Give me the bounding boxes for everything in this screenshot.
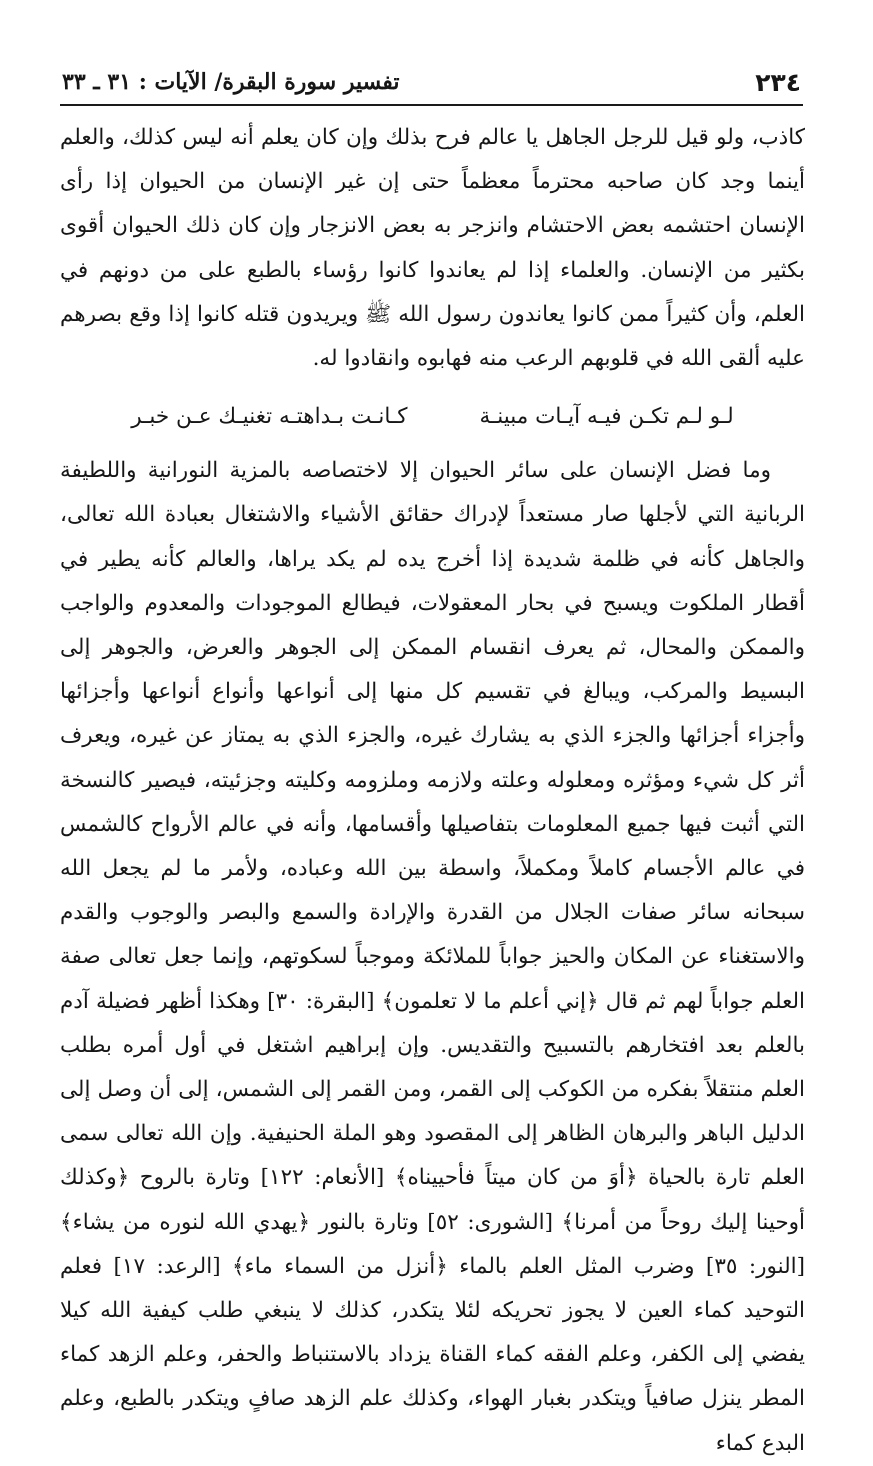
running-head: تفسير سورة البقرة/ الآيات : ٣١ ـ ٣٣ xyxy=(62,69,400,95)
page-body xyxy=(60,116,805,1466)
verse-second-hemistich: كـانـت بـداهتـه تغنيـك عـن خبـر xyxy=(131,404,408,430)
page-header xyxy=(62,62,801,102)
poetry-verse xyxy=(60,395,805,439)
page-number: ٢٣٤ xyxy=(755,67,801,97)
header-rule xyxy=(60,104,803,106)
paragraph: كاذب، ولو قيل للرجل الجاهل يا عالم فرح بذلك وإن كان يعلم أنه ليس كذلك، والعلم أينما وجد كان صاحبه محترماً معظماً حتى إن غير الإنسان من الحيوان إذا رأى الإنسان احتشمه بعض الاحتشام وانزجر به بعض الانزجار وإن كان ذلك الحيوان أقوى بكثير من الإنسان. والعلماء إذا لم يعاندوا كانوا رؤساء بالطبع على من دونهم في العلم، وأن كثيراً ممن كانوا يعاندون رسول الله ﷺ ويريدون قتله كانوا إذا وقع بصرهم عليه ألقى الله في قلوبهم الرعب منه فهابوه وانقادوا له. xyxy=(60,125,805,372)
paragraph: وما فضل الإنسان على سائر الحيوان إلا لاختصاصه بالمزية النورانية واللطيفة الربانية التي لأجلها صار مستعداً لإدراك حقائق الأشياء والاشتغال بعبادة الله تعالى، والجاهل كأنه في ظلمة شديدة إذا أخرج يده لم يكد يراها، والعالم كأنه يطير في أقطار الملكوت ويسبح في بحار المعقولات، فيطالع الموجودات والمعدوم والواجب والممكن والمحال، ثم يعرف انقسام الممكن إلى الجوهر والعرض، والجوهر إلى البسيط والمركب، ويبالغ في تقسيم كل منها إلى أنواعها وأنواع أنواعها وأجزائها وأجزاء أجزائها والجزء الذي به يشارك غيره، والجزء الذي به يمتاز عن غيره، ويعرف أثر كل شيء ومؤثره ومعلوله وعلته ولازمه وملزومه وكليته وجزئيته، فيصير كالنسخة التي أثبت فيها جميع المعلومات بتفاصيلها وأقسامها، وأنه في عالم الأرواح كالشمس في عالم الأجسام كاملاً ومكملاً، واسطة بين الله وعباده، ولأمر ما لم يجعل الله سبحانه سائر صفات الجلال من القدرة والإرادة والسمع والبصر والوجوب والقدم والاستغناء عن المكان والحيز جواباً للملائكة وموجباً لسكوتهم، وإنما جعل تعالى صفة العلم جواباً لهم ثم قال ﴿إني أعلم ما لا تعلمون﴾ [البقرة: ٣٠] وهكذا أظهر فضيلة آدم بالعلم بعد افتخارهم بالتسبيح والتقديس. وإن إبراهيم اشتغل في أول أمره بطلب العلم منتقلاً بفكره من الكوكب إلى القمر، ومن القمر إلى الشمس، إلى أن وصل إلى الدليل الباهر والبرهان الظاهر إلى المقصود وهو الملة الحنيفية. وإن الله تعالى سمى العلم تارة بالحياة ﴿أوَ من كان ميتاً فأحييناه﴾ [الأنعام: ١٢٢] وتارة بالروح ﴿وكذلك أوحينا إليك روحاً من أمرنا﴾ [الشورى: ٥٢] وتارة بالنور ﴿يهدي الله لنوره من يشاء﴾ [النور: ٣٥] وضرب المثل العلم بالماء ﴿أنزل من السماء ماء﴾ [الرعد: ١٧] فعلم التوحيد كماء العين لا يجوز تحريكه لئلا يتكدر، كذلك لا ينبغي طلب كيفية الله كيلا يفضي إلى الكفر، وعلم الفقه كماء القناة يزداد بالاستنباط والحفر، وعلم الزهد كماء المطر ينزل صافياً ويتكدر بغبار الهواء، وكذلك علم الزهد صافٍ ويتكدر بالطبع، وعلم البدع كماء xyxy=(60,458,806,1456)
verse-first-hemistich: لـو لـم تكـن فيـه آيـات مبينـة xyxy=(479,404,734,430)
